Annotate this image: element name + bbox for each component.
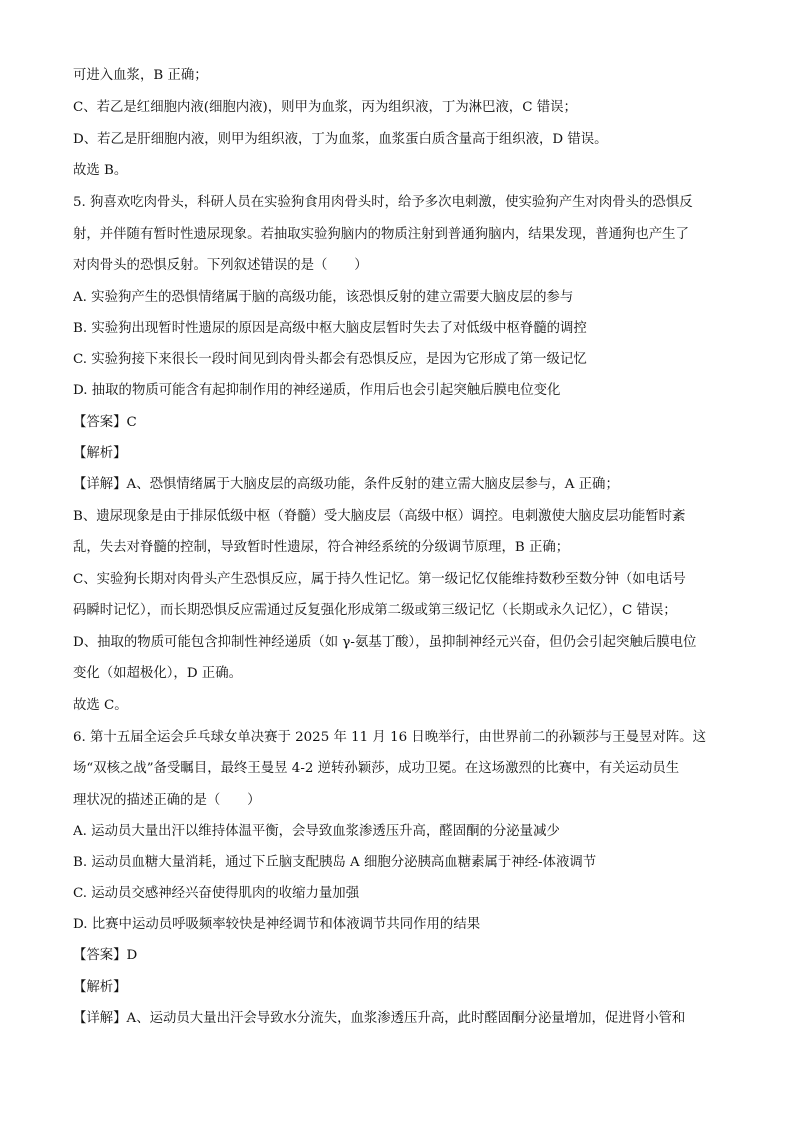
question-6-stem: 6. 第十五届全运会乒乓球女单决赛于 2025 年 11 月 16 日晚举行，由世界前二的孙颖莎与王曼昱对阵。这 [73,730,706,745]
question-5-choice-conclusion: 故选 C。 [73,698,128,713]
question-5-explanation: 乱，失去对脊髓的控制，导致暂时性遗尿，符合神经系统的分级调节原理，B 正确； [73,540,570,555]
text-line-option-c-analysis: C、若乙是红细胞内液(细胞内液)，则甲为血浆，丙为组织液，丁为淋巴液，C 错误； [73,100,577,115]
question-6-option-d: D. 比赛中运动员呼吸频率较快是神经调节和体液调节共同作用的结果 [73,917,481,932]
question-5-analysis-heading: 【解析】 [73,446,127,461]
question-6-stem: 场“双核之战”备受瞩目，最终王曼昱 4-2 逆转孙颖莎，成功卫冕。在这场激烈的比赛中，有关运动员生 [73,761,680,776]
question-5-explanation: D、抽取的物质可能包含抑制性神经递质（如 γ-氨基丁酸），虽抑制神经元兴奋，但仍会引起突触后膜电位 [73,635,697,650]
question-5-stem: 射，并伴随有暂时性遗尿现象。若抽取实验狗脑内的物质注射到普通狗脑内，结果发现，普通狗也产生了 [73,227,689,242]
question-5-answer: 【答案】C [73,415,137,430]
question-6-explanation: 【详解】A、运动员大量出汗会导致水分流失，血浆渗透压升高，此时醛固酮分泌量增加，促进肾小管和 [73,1011,686,1026]
question-5-option-b: B. 实验狗出现暂时性遗尿的原因是高级中枢大脑皮层暂时失去了对低级中枢脊髓的调控 [73,321,587,336]
question-5-option-d: D. 抽取的物质可能含有起抑制作用的神经递质，作用后也会引起突触后膜电位变化 [73,383,561,398]
question-5-explanation: 码瞬时记忆），而长期恐惧反应需通过反复强化形成第二级或第三级记忆（长期或永久记忆），C 错误； [73,603,677,618]
question-5-explanation: C、实验狗长期对肉骨头产生恐惧反应，属于持久性记忆。第一级记忆仅能维持数秒至数分钟（如电话号 [73,572,686,587]
question-5-option-c: C. 实验狗接下来很长一段时间见到肉骨头都会有恐惧反应，是因为它形成了第一级记忆 [73,352,587,367]
question-6-option-a: A. 运动员大量出汗以维持体温平衡，会导致血浆渗透压升高，醛固酮的分泌量减少 [73,824,560,839]
text-line-option-d-analysis: D、若乙是肝细胞内液，则甲为组织液，丁为血浆，血浆蛋白质含量高于组织液，D 错误。 [73,132,608,147]
question-6-option-c: C. 运动员交感神经兴奋使得肌肉的收缩力量加强 [73,886,360,901]
question-6-answer: 【答案】D [73,948,138,963]
text-line-continuation-b: 可进入血浆，B 正确； [73,68,208,83]
question-5-option-a: A. 实验狗产生的恐惧情绪属于脑的高级功能，该恐惧反射的建立需要大脑皮层的参与 [73,290,574,305]
question-6-analysis-heading: 【解析】 [73,980,127,995]
question-5-explanation: 【详解】A、恐惧情绪属于大脑皮层的高级功能，条件反射的建立需大脑皮层参与，A 正确； [73,477,619,492]
question-6-stem: 理状况的描述正确的是（ ） [73,793,261,808]
question-5-stem: 对肉骨头的恐惧反射。下列叙述错误的是（ ） [73,258,368,273]
text-line-choice-conclusion: 故选 B。 [73,163,128,178]
question-5-explanation: B、遗尿现象是由于排尿低级中枢（脊髓）受大脑皮层（高级中枢）调控。电刺激使大脑皮层功能暂时紊 [73,509,686,524]
question-5-explanation: 变化（如超极化），D 正确。 [73,666,242,681]
question-6-option-b: B. 运动员血糖大量消耗，通过下丘脑支配胰岛 A 细胞分泌胰高血糖素属于神经-体液调节 [73,855,597,870]
question-5-stem: 5. 狗喜欢吃肉骨头，科研人员在实验狗食用肉骨头时，给予多次电刺激，使实验狗产生对肉骨头的恐惧反 [73,195,693,210]
